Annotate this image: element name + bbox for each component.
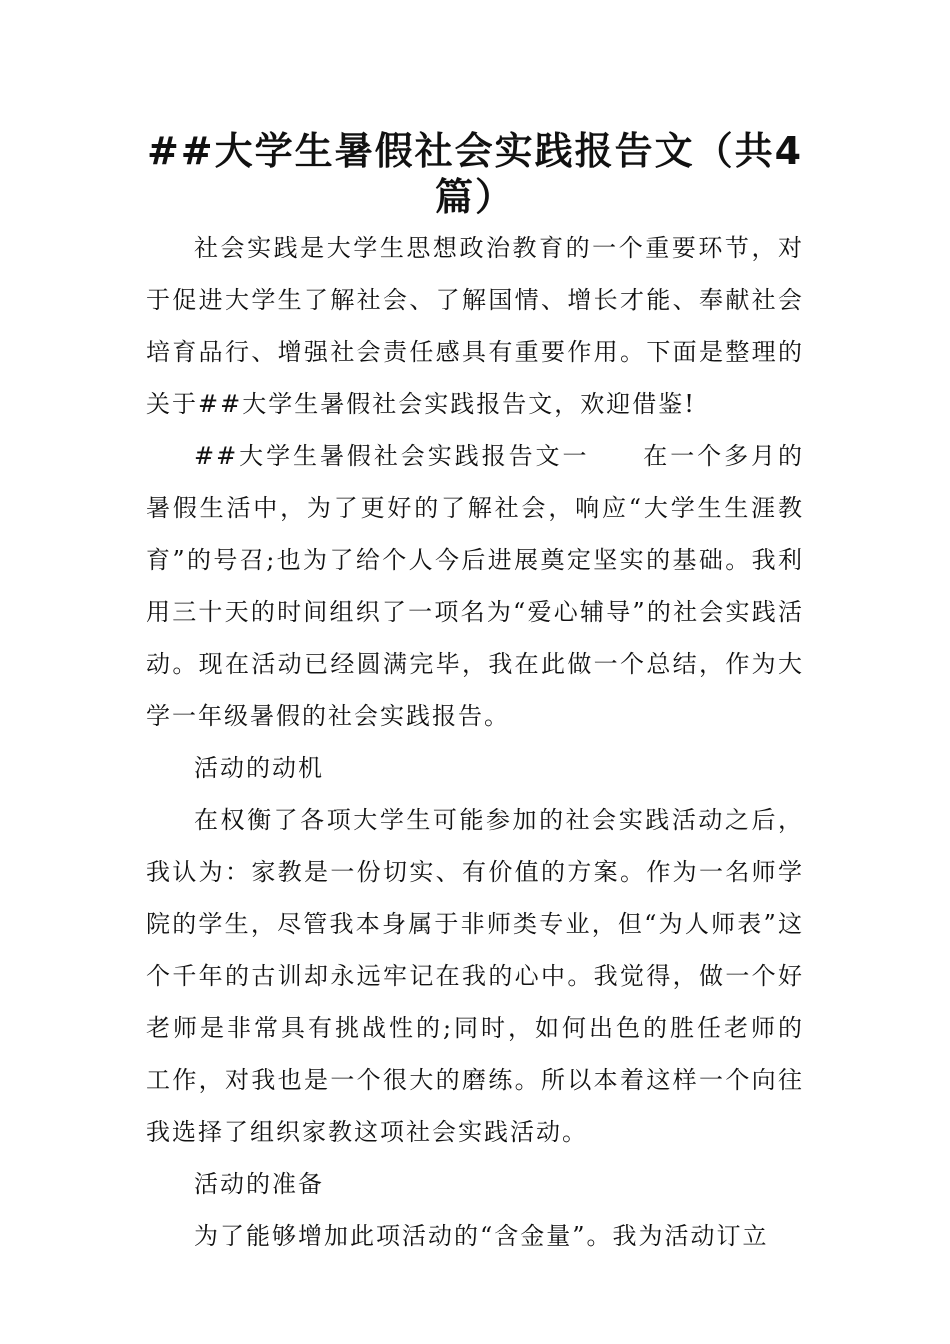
preparation-paragraph: 为了能够增加此项活动的“含金量”。我为活动订立 xyxy=(194,1222,769,1250)
intro-paragraph: 社会实践是大学生思想政治教育的一个重要环节，对于促进大学生了解社会、了解国情、增长才能、奉献社会培育品行、增强社会责任感具有重要作用。下面是整理的关于##大学生暑假社会实践报告文，欢迎借鉴! xyxy=(146,234,804,418)
document-title: ##大学生暑假社会实践报告文（共4篇） xyxy=(146,129,804,219)
document-body xyxy=(146,222,804,1262)
heading-motivation: 活动的动机 xyxy=(194,754,324,782)
heading-preparation: 活动的准备 xyxy=(194,1170,324,1198)
motivation-paragraph: 在权衡了各项大学生可能参加的社会实践活动之后，我认为：家教是一份切实、有价值的方案。作为一名师学院的学生，尽管我本身属于非师类专业，但“为人师表”这个千年的古训却永远牢记在我的心中。我觉得，做一个好老师是非常具有挑战性的;同时，如何出色的胜任老师的工作，对我也是一个很大的磨练。所以本着这样一个向往我选择了组织家教这项社会实践活动。 xyxy=(146,806,804,1146)
section-one-paragraph: ##大学生暑假社会实践报告文一 在一个多月的暑假生活中，为了更好的了解社会，响应“大学生生涯教育”的号召;也为了给个人今后进展奠定坚实的基础。我利用三十天的时间组织了一项名为“爱心辅导”的社会实践活动。现在活动已经圆满完毕，我在此做一个总结，作为大学一年级暑假的社会实践报告。 xyxy=(146,442,804,730)
